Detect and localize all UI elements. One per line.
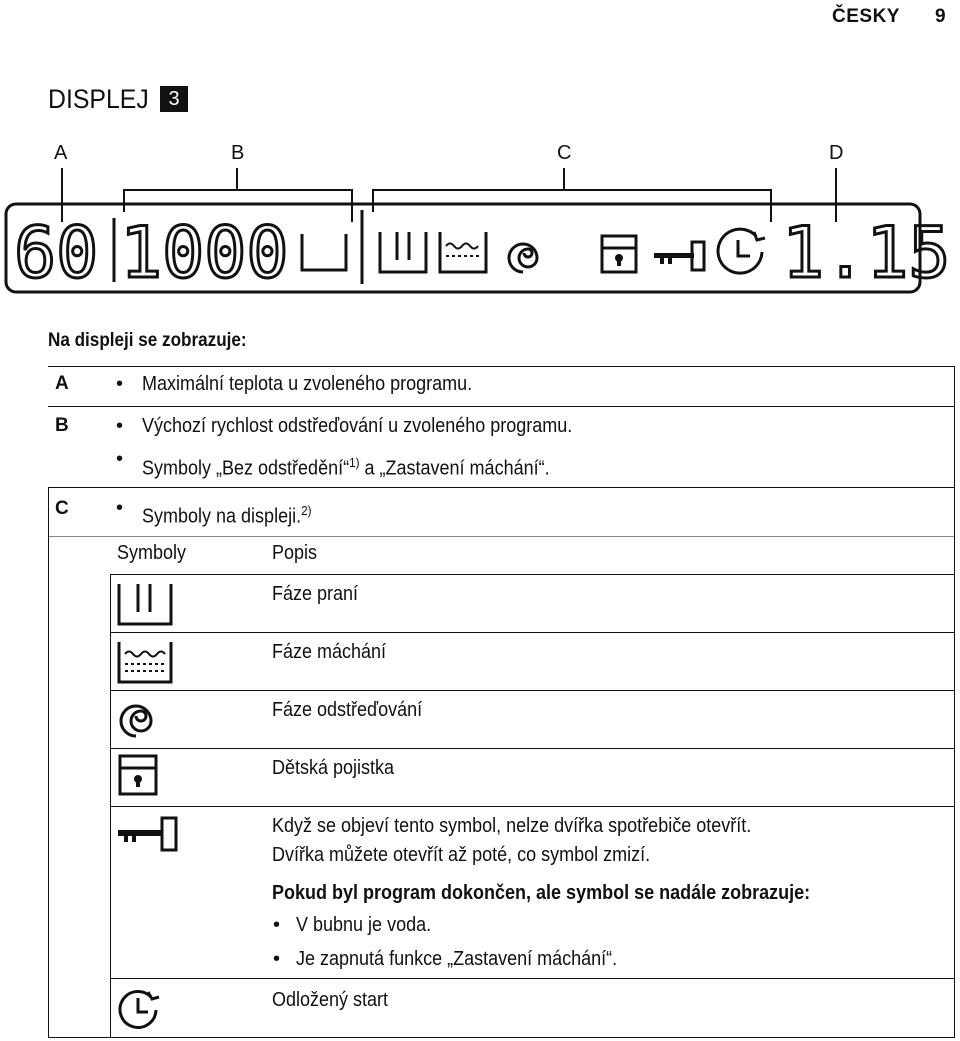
callout-a: A bbox=[54, 142, 68, 164]
spin-phase-icon bbox=[116, 694, 166, 744]
bullet: • bbox=[273, 948, 281, 970]
display-spin-speed: 1000 bbox=[120, 212, 289, 294]
language-label: ČESKY bbox=[832, 6, 900, 27]
desc-rinse-phase: Fáze máchání bbox=[272, 641, 387, 663]
display-rinse-icon bbox=[440, 232, 486, 272]
display-door-lock-icon bbox=[654, 242, 704, 270]
row-c-text: Symboly na displeji.$^{2)}$ bbox=[142, 503, 312, 528]
desc-child-lock: Dětská pojistka bbox=[272, 757, 395, 779]
display-temperature: 60 bbox=[14, 212, 99, 294]
child-lock-icon bbox=[116, 752, 166, 802]
bullet: • bbox=[116, 497, 124, 519]
col-description-header: Popis bbox=[272, 542, 318, 564]
wash-phase-icon bbox=[116, 580, 176, 630]
desc-delay-start: Odložený start bbox=[272, 989, 389, 1011]
bullet: • bbox=[116, 373, 124, 395]
desc-door-lock-bullet-2: Je zapnutá funkce „Zastavení máchání“. bbox=[296, 948, 618, 970]
display-delay-start-icon bbox=[718, 229, 765, 273]
figure-number-badge: 3 bbox=[160, 86, 188, 112]
desc-spin-phase: Fáze odstřeďování bbox=[272, 699, 423, 721]
door-lock-key-icon bbox=[116, 814, 182, 858]
row-c-label: C bbox=[55, 498, 69, 519]
row-a-text: Maximální teplota u zvoleného programu. bbox=[142, 373, 473, 395]
bullet: • bbox=[273, 914, 281, 936]
display-wash-icon bbox=[380, 232, 426, 272]
callout-b: B bbox=[231, 142, 245, 164]
row-b-text-2: Symboly „Bez odstředění“$^{1)}$ a „Zastavení máchání“. bbox=[142, 455, 550, 480]
display-diagram bbox=[0, 160, 960, 300]
desc-door-lock-bullet-1: V bubnu je voda. bbox=[296, 914, 432, 936]
page-number: 9 bbox=[935, 6, 947, 27]
callout-c: C bbox=[557, 142, 572, 164]
row-b-text-1: Výchozí rychlost odstřeďování u zvoleného programu. bbox=[142, 415, 573, 437]
display-spin-icon bbox=[509, 244, 537, 272]
bullet: • bbox=[116, 415, 124, 437]
display-child-lock-icon bbox=[602, 236, 636, 272]
desc-door-lock-bold: Pokud byl program dokončen, ale symbol se nadále zobrazuje: bbox=[272, 882, 811, 904]
bullet: • bbox=[116, 448, 124, 470]
delay-start-icon bbox=[116, 986, 166, 1036]
row-a-label: A bbox=[55, 373, 69, 394]
intro-text: Na displeji se zobrazuje: bbox=[48, 330, 247, 351]
section-title: DISPLEJ bbox=[48, 84, 149, 114]
desc-door-lock-2: Dvířka můžete otevřít až poté, co symbol zmizí. bbox=[272, 844, 651, 866]
desc-door-lock-1: Když se objeví tento symbol, nelze dvířka spotřebiče otevřít. bbox=[272, 815, 752, 837]
col-symbols-header: Symboly bbox=[117, 542, 187, 564]
row-b-label: B bbox=[55, 415, 69, 436]
callout-d: D bbox=[829, 142, 844, 164]
rinse-phase-icon bbox=[116, 638, 176, 688]
display-time: 1.15 bbox=[782, 212, 951, 294]
desc-wash-phase: Fáze praní bbox=[272, 583, 359, 605]
